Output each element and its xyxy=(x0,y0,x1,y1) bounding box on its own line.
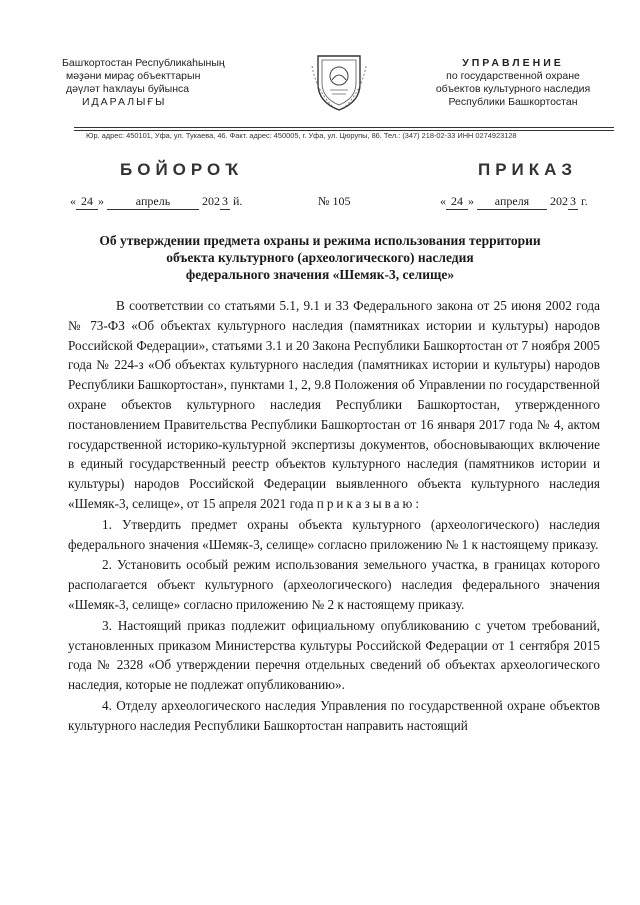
date-suffix: й. xyxy=(233,194,243,208)
issuer-line: УПРАВЛЕНИЕ xyxy=(462,57,564,69)
date-russian xyxy=(440,194,588,210)
issuer-line: дәүләт һаҡлауы буйынса xyxy=(66,83,190,95)
quote-close: » xyxy=(98,194,104,208)
issuer-name-bashkir xyxy=(62,57,262,109)
doc-type-bashkir: БОЙОРОҠ xyxy=(120,160,244,179)
title-line: Об утверждении предмета охраны и режима использования территории xyxy=(99,233,541,248)
quote-open: « xyxy=(70,194,76,208)
doc-type-russian: ПРИКАЗ xyxy=(478,160,578,179)
order-item: 4. Отделу археологического наследия Управления по государственной охране объектов культурного наследия Республики Башкортостан направить настоящий xyxy=(68,697,600,733)
date-suffix: г. xyxy=(581,194,588,208)
date-year-prefix: 202 xyxy=(550,194,568,208)
address-line: Юр. адрес: 450101, Уфа, ул. Тукаева, 46. Факт. адрес: 450005, г. Уфа, ул. Цюрупы, 86. Тел.: (347) 218-02-33 ИНН 0274923128 xyxy=(86,131,517,140)
order-item: 2. Установить особый режим использования земельного участка, в границах которого располагается объект культурного (археологического) наследия федерального значения «Шемяк-3, селище» согласно приложению № 2 к настоящему приказу. xyxy=(68,557,600,612)
date-year-digit: 3 xyxy=(222,194,228,208)
order-item: 3. Настоящий приказ подлежит официальному опубликованию с учетом требований, установленных приказом Министерства культуры Российской Федерации от 1 сентября 2015 года № 2328 «Об утверждении перечня отдельных сведений об объектах археологического наследия, которые не подлежат опубликованию». xyxy=(68,617,600,693)
date-month: апреля xyxy=(477,194,547,210)
intro-text: В соответствии со статьями 5.1, 9.1 и 33 Федерального закона от 25 июня 2002 года № 73-ФЗ «Об объектах культурного наследия (памятниках истории и культуры) народов Российской Федерации», статьями 3.1 и 20 Закона Республики Башкортостан от 7 ноября 2005 года № 224-з «Об объектах культурного наследия (памятниках истории и культуры) народов Республики Башкортостан», пунктами 1, 2, 9.8 Положения об Управлении по государственной охране объектов культурного наследия Республики Башкортостан, утвержденного постановлением Правительства Республики Башкортостан от 16 января 2017 года № 4, актом государственной историко-культурной экспертизы документов, обосновывающих включение в единый государственный реестр объектов культурного наследия (памятников истории и культуры) народов Российской Федерации выявленного объекта культурного наследия «Шемяк-3, селище», от 15 апреля 2021 года xyxy=(68,298,600,511)
quote-open: « xyxy=(440,194,446,208)
issuer-line: Башҡортостан Республикаһының xyxy=(62,57,225,69)
date-year-prefix: 202 xyxy=(202,194,220,208)
intro-paragraph xyxy=(68,296,600,514)
order-number: № 105 xyxy=(318,194,351,208)
document-title xyxy=(60,232,580,283)
coat-of-arms-emblem xyxy=(310,50,368,112)
header-divider xyxy=(74,127,614,128)
order-word: приказываю: xyxy=(316,495,423,511)
issuer-line: мәҙәни мираҫ объекттарын xyxy=(66,70,201,82)
date-month: апрель xyxy=(107,194,199,210)
date-year-digit: 3 xyxy=(570,194,576,208)
issuer-line: объектов культурного наследия xyxy=(435,83,591,95)
document-body xyxy=(68,296,600,736)
issuer-name-russian xyxy=(418,57,608,109)
date-day: 24 xyxy=(76,194,98,210)
date-day: 24 xyxy=(446,194,468,210)
quote-close: » xyxy=(468,194,474,208)
date-bashkir xyxy=(70,194,242,210)
issuer-line: по государственной охране xyxy=(446,70,580,82)
title-line: объекта культурного (археологического) наследия xyxy=(166,250,474,265)
title-line: федерального значения «Шемяк-3, селище» xyxy=(185,267,455,282)
issuer-line: Республики Башкортостан xyxy=(448,96,578,108)
order-item: 1. Утвердить предмет охраны объекта культурного (археологического) наследия федерального значения «Шемяк-3, селище» согласно приложению № 1 к настоящему приказу. xyxy=(68,516,600,552)
issuer-line: ИДАРАЛЫҒЫ xyxy=(82,96,167,108)
